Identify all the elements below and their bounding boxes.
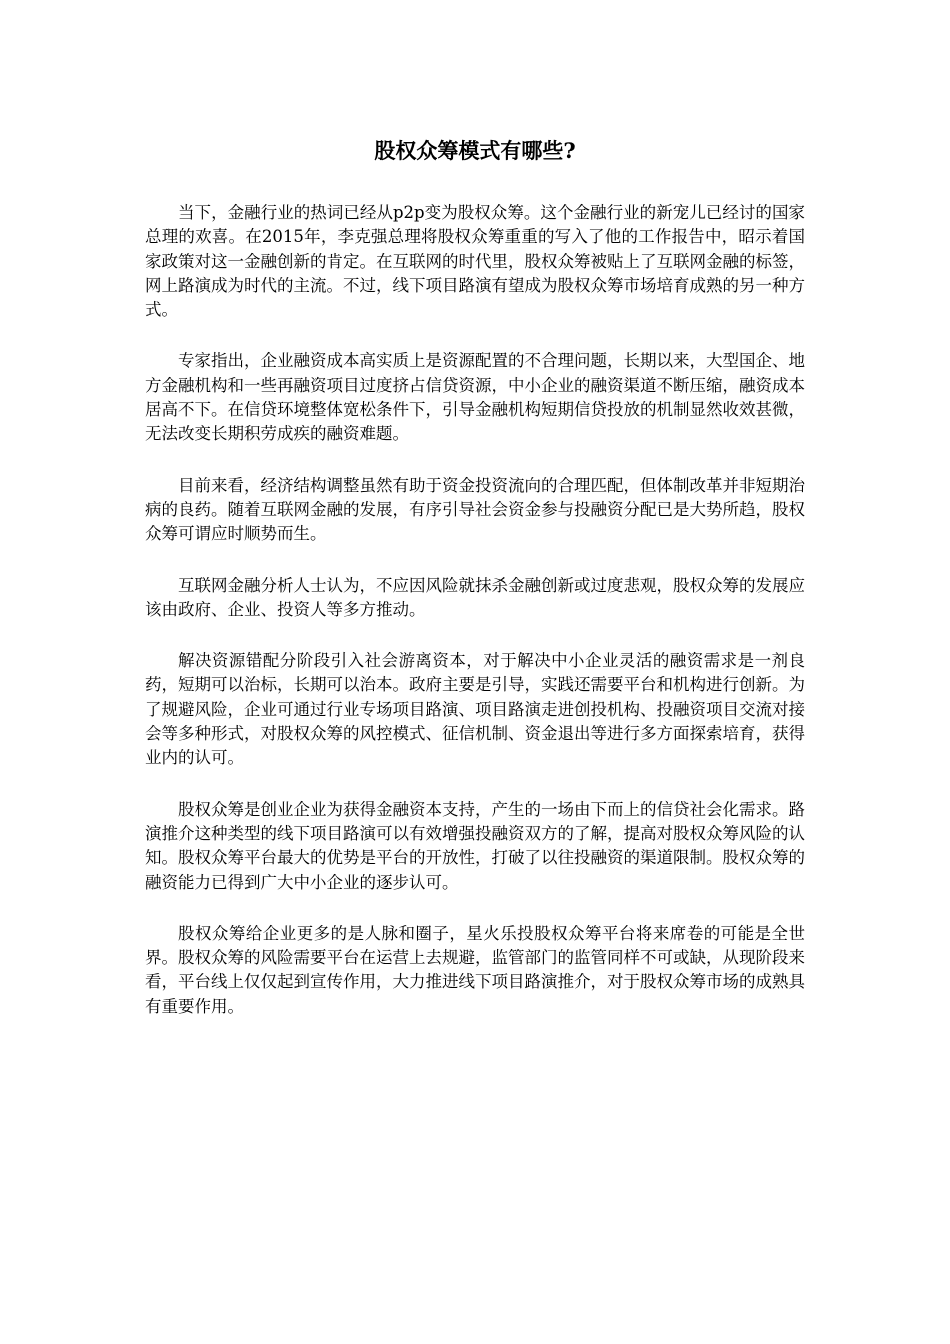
paragraph-6: 股权众筹是创业企业为获得金融资本支持，产生的一场由下而上的信贷社会化需求。路演推介这种类型的线下项目路演可以有效增强投融资双方的了解，提高对股权众筹风险的认知。股权众筹平台最大的优势是平台的开放性，打破了以往投融资的渠道限制。股权众筹的融资能力已得到广大中小企业的逐步认可。 — [145, 799, 805, 892]
paragraph-5: 解决资源错配分阶段引入社会游离资本，对于解决中小企业灵活的融资需求是一剂良药，短期可以治标，长期可以治本。政府主要是引导，实践还需要平台和机构进行创新。为了规避风险，企业可通过行业专场项目路演、项目路演走进创投机构、投融资项目交流对接会等多种形式，对股权众筹的风控模式、征信机制、资金退出等进行多方面探索培育，获得业内的认可。 — [145, 651, 805, 768]
paragraph-4: 互联网金融分析人士认为，不应因风险就抹杀金融创新或过度悲观，股权众筹的发展应该由政府、企业、投资人等多方推动。 — [145, 575, 805, 619]
paragraph-1: 当下，金融行业的热词已经从p2p变为股权众筹。这个金融行业的新宠儿已经讨的国家总理的欢喜。在2015年，李克强总理将股权众筹重重的写入了他的工作报告中，昭示着国家政策对这一金融创新的肯定。在互联网的时代里，股权众筹被贴上了互联网金融的标签，网上路演成为时代的主流。不过，线下项目路演有望成为股权众筹市场培育成熟的另一种方式。 — [145, 203, 805, 320]
document-title: 股权众筹模式有哪些? — [374, 138, 576, 163]
document-body — [145, 201, 805, 1046]
paragraph-3: 目前来看，经济结构调整虽然有助于资金投资流向的合理匹配，但体制改革并非短期治病的良药。随着互联网金融的发展，有序引导社会资金参与投融资分配已是大势所趋，股权众筹可谓应时顺势而生。 — [145, 475, 805, 544]
paragraph-2: 专家指出，企业融资成本高实质上是资源配置的不合理问题，长期以来，大型国企、地方金融机构和一些再融资项目过度挤占信贷资源，中小企业的融资渠道不断压缩，融资成本居高不下。在信贷环境整体宽松条件下，引导金融机构短期信贷投放的机制显然收效甚微，无法改变长期积劳成疾的融资难题。 — [145, 351, 805, 444]
paragraph-7: 股权众筹给企业更多的是人脉和圈子，星火乐投股权众筹平台将来席卷的可能是全世界。股权众筹的风险需要平台在运营上去规避，监管部门的监管同样不可或缺，从现阶段来看，平台线上仅仅起到宣传作用，大力推进线下项目路演推介，对于股权众筹市场的成熟具有重要作用。 — [145, 923, 805, 1016]
